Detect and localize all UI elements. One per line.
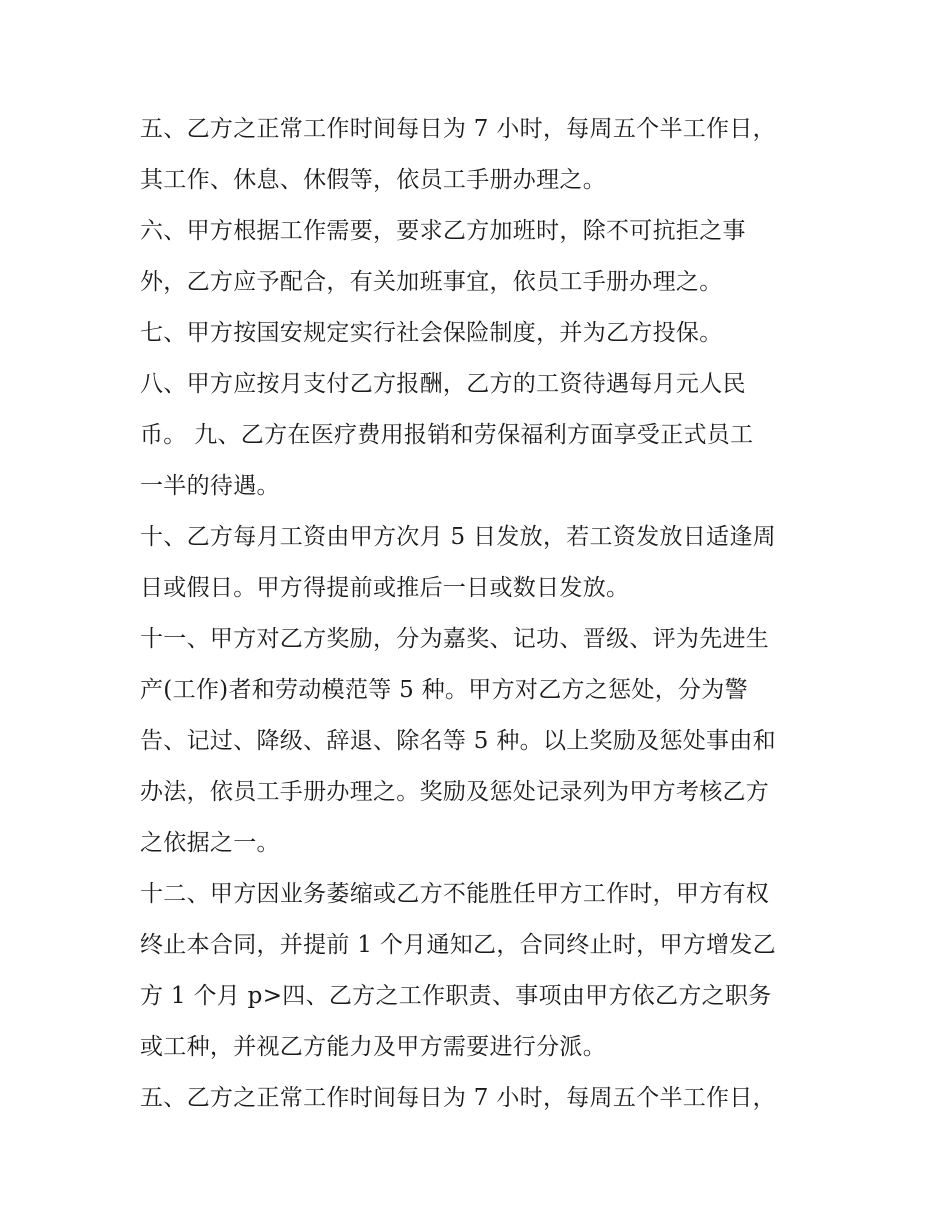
document-body <box>140 104 830 1124</box>
text-line: 六、甲方根据工作需要，要求乙方加班时，除不可抗拒之事 <box>140 218 746 244</box>
text-line: 其工作、休息、休假等，依员工手册办理之。 <box>140 167 606 193</box>
text-line: 五、乙方之正常工作时间每日为 7 小时，每周五个半工作日， <box>140 1085 776 1111</box>
text-line: 或工种，并视乙方能力及甲方需要进行分派。 <box>140 1034 606 1060</box>
text-line: 十一、甲方对乙方奖励，分为嘉奖、记功、晋级、评为先进生 <box>140 626 770 652</box>
text-line: 一半的待遇。 <box>140 473 280 499</box>
text-line: 办法，依员工手册办理之。奖励及惩处记录列为甲方考核乙方 <box>140 779 770 805</box>
text-line: 外，乙方应予配合，有关加班事宜，依员工手册办理之。 <box>140 269 723 295</box>
text-line: 八、甲方应按月支付乙方报酬，乙方的工资待遇每月元人民 <box>140 371 746 397</box>
text-line: 五、乙方之正常工作时间每日为 7 小时，每周五个半工作日， <box>140 116 776 142</box>
text-line: 之依据之一。 <box>140 830 280 856</box>
text-line: 终止本合同，并提前 1 个月通知乙，合同终止时，甲方增发乙 <box>140 932 776 958</box>
text-line: 日或假日。甲方得提前或推后一日或数日发放。 <box>140 575 630 601</box>
text-line: 告、记过、降级、辞退、除名等 5 种。以上奖励及惩处事由和 <box>140 728 776 754</box>
text-line: 十、乙方每月工资由甲方次月 5 日发放，若工资发放日适逢周 <box>140 524 776 550</box>
text-line: 十二、甲方因业务萎缩或乙方不能胜任甲方工作时，甲方有权 <box>140 881 770 907</box>
text-line: 七、甲方按国安规定实行社会保险制度，并为乙方投保。 <box>140 320 723 346</box>
text-line: 币。 九、乙方在医疗费用报销和劳保福利方面享受正式员工 <box>140 422 754 448</box>
text-line: 方 1 个月 p>四、乙方之工作职责、事项由甲方依乙方之职务 <box>140 983 772 1009</box>
text-line: 产(工作)者和劳动模范等 5 种。甲方对乙方之惩处，分为警 <box>140 677 748 703</box>
